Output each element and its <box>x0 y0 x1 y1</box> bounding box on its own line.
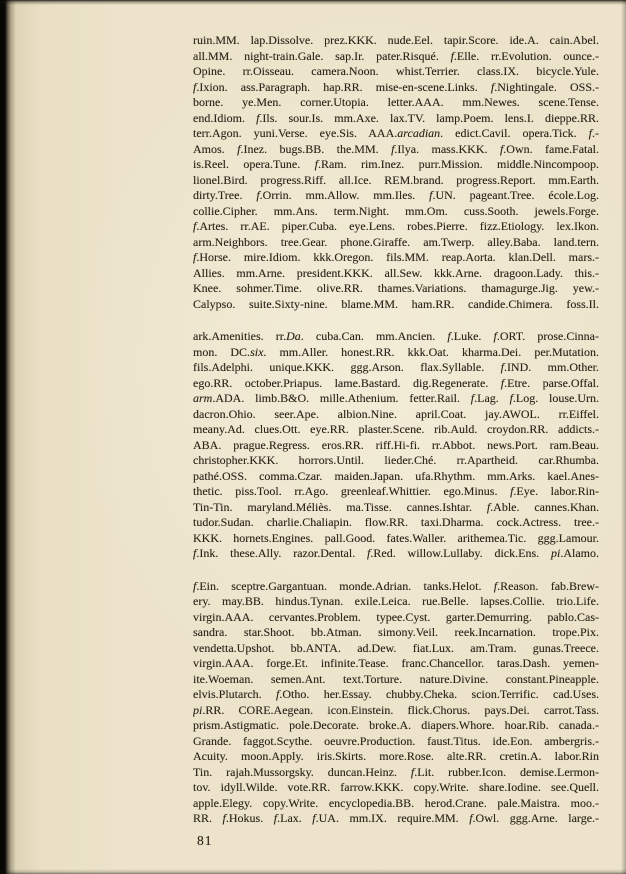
text-line: prism.Astigmatic. pole.Decorate. broke.A. diapers.Whore. hoar.Rib. canada.- <box>193 718 599 732</box>
text-line: dirty.Tree. f.Orrin. mm.Allow. mm.Iles. f.UN. pageant.Tree. école.Log. <box>193 188 599 202</box>
text-line: thetic. piss.Tool. rr.Ago. greenleaf.Whittier. ego.Minus. f.Eye. labor.Rin- <box>193 484 599 498</box>
text-line: tov. idyll.Wilde. vote.RR. farrow.KKK. copy.Write. share.Iodine. see.Quell. <box>193 780 599 794</box>
text-line: mon. DC.six. mm.Aller. honest.RR. kkk.Oat. kharma.Dei. per.Mutation. <box>193 344 599 359</box>
text-line: arm.Neighbors. tree.Gear. phone.Giraffe. am.Twerp. alley.Baba. land.tern. <box>193 234 599 249</box>
text-line: christopher.KKK. horrors.Until. lieder.Ché. rr.Apartheid. car.Rhumba. <box>193 453 599 467</box>
text-line: elvis.Plutarch. f.Otho. her.Essay. chubby.Cheka. scion.Terrific. cad.Uses. <box>193 687 599 701</box>
text-line: virgin.AAA. forge.Et. infinite.Tease. franc.Chancellor. taras.Dash. yemen- <box>193 656 599 670</box>
text-line: Amos. f.Inez. bugs.BB. the.MM. f.Ilya. mass.KKK. f.Own. fame.Fatal. <box>193 141 599 156</box>
scan-edge-top <box>0 0 626 5</box>
text-line: meany.Ad. clues.Ott. eye.RR. plaster.Scene. rib.Auld. croydon.RR. addicts.- <box>193 422 599 436</box>
text-line: Tin-Tin. maryland.Méliès. ma.Tisse. cannes.Ishtar. f.Able. cannes.Khan. <box>193 499 599 514</box>
text-line: vendetta.Upshot. bb.ANTA. ad.Dew. fiat.Lux. am.Tram. gunas.Treece. <box>193 640 599 655</box>
text-line: sandra. star.Shoot. bb.Atman. simony.Veil. reek.Incarnation. trope.Pix. <box>193 625 599 639</box>
text-line: ego.RR. october.Priapus. lame.Bastard. dig.Regenerate. f.Etre. parse.Offal. <box>193 375 599 390</box>
text-line: all.MM. night-train.Gale. sap.Ir. pater.Risqué. f.Elle. rr.Evolution. ounce.- <box>193 48 599 63</box>
text-line: fils.Adelphi. unique.KKK. ggg.Arson. flax.Syllable. f.IND. mm.Other. <box>193 360 599 374</box>
paragraph-2 <box>193 329 599 562</box>
text-line: Acuity. moon.Apply. iris.Skirts. more.Rose. alte.RR. cretin.A. labor.Rin <box>193 749 599 763</box>
text-block <box>193 33 599 827</box>
text-line: f.Ixion. ass.Paragraph. hap.RR. mise-en-scene.Links. f.Nightingale. OSS.- <box>193 79 599 94</box>
text-line: RR. f.Hokus. f.Lax. f.UA. mm.IX. require.MM. f.Owl. ggg.Arne. large.- <box>193 811 599 825</box>
text-line: ABA. prague.Regress. eros.RR. riff.Hi-fi. rr.Abbot. news.Port. ram.Beau. <box>193 437 599 452</box>
text-line: ark.Amenities. rr.Da. cuba.Can. mm.Ancien. f.Luke. f.ORT. prose.Cinna- <box>193 329 599 343</box>
text-line: KKK. hornets.Engines. pall.Good. fates.Waller. arithemea.Tic. ggg.Lamour. <box>193 530 599 545</box>
text-line: is.Reel. opera.Tune. f.Ram. rim.Inez. purr.Mission. middle.Nincompoop. <box>193 157 599 171</box>
text-line: apple.Elegy. copy.Write. encyclopedia.BB. herod.Crane. pale.Maistra. moo.- <box>193 795 599 810</box>
text-line: Grande. faggot.Scythe. oeuvre.Production. faust.Titus. ide.Eon. ambergris.- <box>193 733 599 748</box>
text-line: Allies. mm.Arne. president.KKK. all.Sew. kkk.Arne. dragoon.Lady. this.- <box>193 265 599 280</box>
text-line: lionel.Bird. progress.Riff. all.Ice. REM.brand. progress.Report. mm.Earth. <box>193 172 599 187</box>
text-line: ite.Woeman. semen.Ant. text.Torture. nature.Divine. constant.Pineapple. <box>193 671 599 686</box>
text-line: Tin. rajah.Mussorgsky. duncan.Heinz. f.Lit. rubber.Icon. demise.Lermon- <box>193 764 599 779</box>
text-line: terr.Agon. yuni.Verse. eye.Sis. AAA.arcadian. edict.Cavil. opera.Tick. f.- <box>193 126 599 140</box>
text-line: ery. may.BB. hindus.Tynan. exile.Leica. rue.Belle. lapses.Collie. trio.Life. <box>193 594 599 608</box>
page-number: 81 <box>197 833 213 848</box>
text-line: pi.RR. CORE.Aegean. icon.Einstein. flick.Chorus. pays.Dei. carrot.Tass. <box>193 702 599 717</box>
text-line: f.Artes. rr.AE. piper.Cuba. eye.Lens. robes.Pierre. fizz.Etiology. lex.Ikon. <box>193 219 599 233</box>
text-line: arm.ADA. limb.B&O. mille.Athenium. fetter.Rail. f.Lag. f.Log. louse.Urn. <box>193 391 599 405</box>
text-line: Calypso. suite.Sixty-nine. blame.MM. ham.RR. candide.Chimera. foss.Il. <box>193 296 599 311</box>
scan-gutter-shadow <box>0 0 16 874</box>
text-line: f.Horse. mire.Idiom. kkk.Oregon. fils.MM. reap.Aorta. klan.Dell. mars.- <box>193 250 599 264</box>
text-line: dacron.Ohio. seer.Ape. albion.Nine. april.Coat. jay.AWOL. rr.Eiffel. <box>193 406 599 421</box>
paragraph-1 <box>193 33 599 312</box>
text-line: tudor.Sudan. charlie.Chaliapin. flow.RR. taxi.Dharma. cock.Actress. tree.- <box>193 515 599 529</box>
scan-edge-right <box>621 0 626 874</box>
text-line: borne. ye.Men. corner.Utopia. letter.AAA. mm.Newes. scene.Tense. <box>193 95 599 109</box>
text-line: virgin.AAA. cervantes.Problem. typee.Cyst. garter.Demurring. pablo.Cas- <box>193 609 599 624</box>
text-line: end.Idiom. f.Ils. sour.Is. mm.Axe. lax.TV. lamp.Poem. lens.I. dieppe.RR. <box>193 110 599 125</box>
text-line: pathé.OSS. comma.Czar. maiden.Japan. ufa.Rhythm. mm.Arks. kael.Anes- <box>193 468 599 483</box>
text-line: f.Ein. sceptre.Gargantuan. monde.Adrian. tanks.Helot. f.Reason. fab.Brew- <box>193 578 599 593</box>
scan-edge-bottom <box>0 869 626 874</box>
text-line: f.Ink. these.Ally. razor.Dental. f.Red. willow.Lullaby. dick.Ens. pi.Alamo. <box>193 546 599 560</box>
text-line: collie.Cipher. mm.Ans. term.Night. mm.Om. cuss.Sooth. jewels.Forge. <box>193 203 599 218</box>
text-line: Opine. rr.Oisseau. camera.Noon. whist.Terrier. class.IX. bicycle.Yule. <box>193 64 599 78</box>
text-line: Knee. sohmer.Time. olive.RR. thames.Variations. thamagurge.Jig. yew.- <box>193 281 599 295</box>
text-line: ruin.MM. lap.Dissolve. prez.KKK. nude.Eel. tapir.Score. ide.A. cain.Abel. <box>193 33 599 47</box>
paragraph-3 <box>193 579 599 827</box>
